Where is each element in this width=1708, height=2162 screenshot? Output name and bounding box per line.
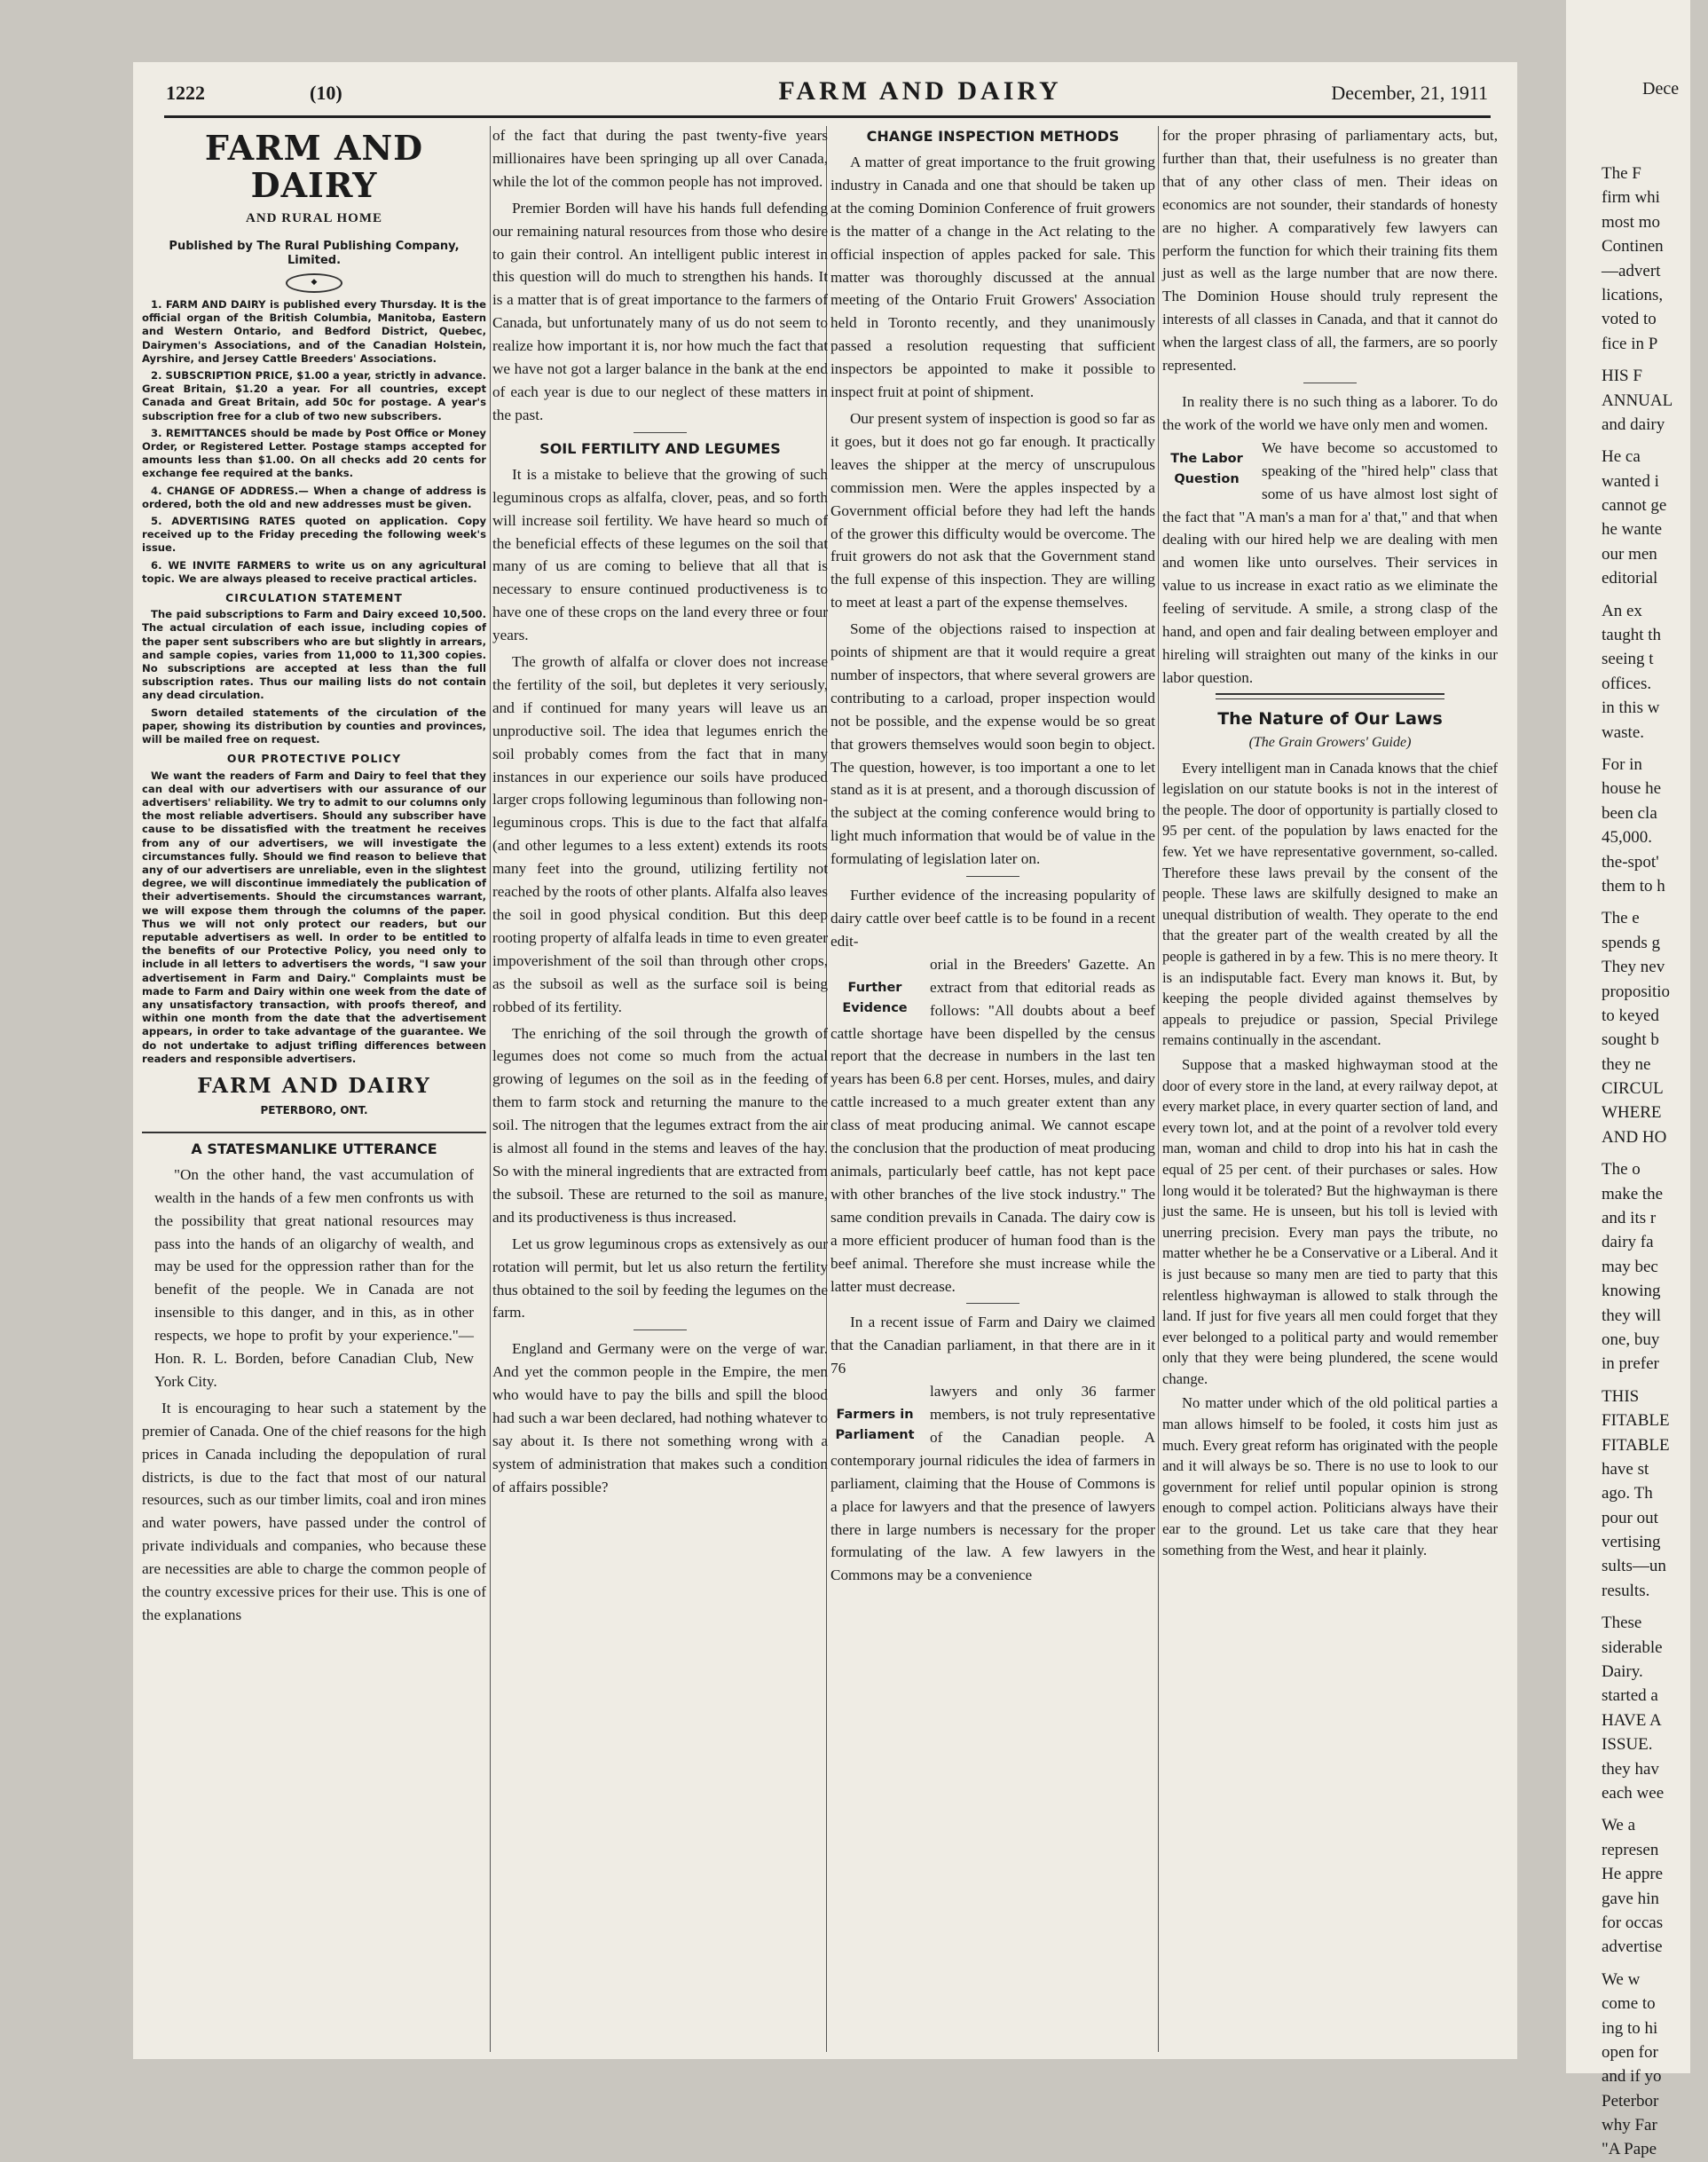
adjacent-page-line: The o bbox=[1602, 1160, 1641, 1180]
ornament-logo: ◆ bbox=[286, 273, 342, 293]
paragraph: No matter under which of the old political parties a man allows himself to be fooled, it costs him just as much. Every great reform has originated with the people and it will always be so. There is no use to look to our government for relief until popular opinion is strong enough to compel action. Politicians always have their ear to the ground. Let us take care that they hear something from the West, and hear it plainly. bbox=[1162, 1394, 1498, 1558]
adjacent-page-line: in this w bbox=[1602, 698, 1660, 718]
adjacent-page-line: seeing t bbox=[1602, 650, 1654, 669]
adjacent-page-line: the-spot' bbox=[1602, 852, 1659, 872]
inspection-heading: CHANGE INSPECTION METHODS bbox=[866, 128, 1120, 145]
publisher-line: Published by The Rural Publishing Company, Limited. bbox=[169, 240, 460, 267]
divider bbox=[966, 876, 1019, 877]
paragraph: for the proper phrasing of parliamentary acts, but, further than that, their usefulness is no greater than that of any other class of men. Their ideas on economics are not sounder, their standards of honesty are no higher. A comparatively few lawyers can perform the function for which their training fits them just as well as the large number that are now there. The Dominion House should truly represent the interests of all classes in Canada, and that it cannot do when the largest class of all, the farmers, are so poorly represented. bbox=[1162, 127, 1498, 375]
newspaper-page bbox=[133, 62, 1517, 2059]
adjacent-page-line: advertise bbox=[1602, 1937, 1663, 1957]
adjacent-page-line: dairy fa bbox=[1602, 1233, 1654, 1252]
adjacent-page-line: pour out bbox=[1602, 1508, 1658, 1527]
adjacent-page-line bbox=[1602, 745, 1708, 753]
adjacent-page-line: We w bbox=[1602, 1969, 1641, 1989]
adjacent-page-line: they ne bbox=[1602, 1054, 1651, 1074]
adjacent-page-line: He appre bbox=[1602, 1865, 1664, 1884]
adjacent-page-line: —advert bbox=[1602, 261, 1661, 280]
adjacent-page-line: he wante bbox=[1602, 520, 1663, 540]
adjacent-page-line: taught th bbox=[1602, 626, 1662, 645]
masthead: FARM AND DAIRY bbox=[778, 76, 1062, 106]
adjacent-page-line: THIS bbox=[1602, 1386, 1640, 1406]
notice-item: 1. FARM AND DAIRY is published every Thursday. It is the official organ of the British Columbia, Manitoba, Eastern and Western Ontario, and Bedford District, Quebec, Dairymen's Associations, and of the Canadian Holstein, Ayrshire, and Jersey Cattle Breeders' Associations. bbox=[142, 298, 486, 365]
paragraph: Every intelligent man in Canada knows that the chief legislation on our statute books is not in the interest of the people. The door of opportunity is partially closed to 95 per cent. of the population by laws enacted for the few. Yet we have representative government, so-called. Therefore these laws prevail by the consent of the people. These laws are skilfully designed to make an unequal distribution of wealth. They operate to the end that the greater part of the wealth created by all the people is gathered in by a few. This is no mere theory. It is an indisputable fact. Every man knows it. But, by keeping the people divided against themselves by appeals to prejudice or passion, Special Privilege remains continually in the ascendant. bbox=[1162, 759, 1498, 1049]
adjacent-page-line bbox=[1602, 1377, 1708, 1385]
paragraph: orial in the Breeders' Gazette. An extract from that editorial reads as follows: "All doubts about a beef cattle shortage have been dispelled by the census report that the decrease in numbers in the last ten years has been 6.8 per cent. Horses, mules, and dairy cattle increased to a much greater extent than any class of meat producing animal. We cannot escape the conclusion that the production of meat producing animals, particularly beef cattle, has not kept pace with other branches of the live stock industry." The same condition prevails in Canada. The dairy cow is a more efficient producer of human food than is the beef animal. Therefore she must increase while the latter must decrease. bbox=[830, 955, 1155, 1295]
laws-source: (The Grain Growers' Guide) bbox=[1248, 734, 1412, 750]
adjacent-page-line: come to bbox=[1602, 1994, 1656, 2014]
footer-place: PETERBORO, ONT. bbox=[260, 1103, 368, 1117]
adjacent-page-line bbox=[1602, 591, 1708, 599]
notice-item: 2. SUBSCRIPTION PRICE, $1.00 a year, strictly in advance. Great Britain, $1.20 a year. For all countries, except Canada and Great Britain, add 50c for postage. A year's subscription free for a club of two new subscribers. bbox=[142, 369, 486, 422]
column-2 bbox=[492, 124, 828, 2055]
adjacent-page-line: represen bbox=[1602, 1840, 1659, 1859]
column-divider bbox=[1158, 126, 1159, 2052]
adjacent-page-line: most mo bbox=[1602, 212, 1660, 232]
adjacent-page-line: fice in P bbox=[1602, 334, 1658, 353]
adjacent-page-line: knowing bbox=[1602, 1282, 1661, 1301]
soil-heading: SOIL FERTILITY AND LEGUMES bbox=[539, 439, 781, 457]
adjacent-page-line: FITABLE bbox=[1602, 1411, 1670, 1431]
side-heading-labor: The Labor Question bbox=[1170, 451, 1243, 486]
paragraph: In reality there is no such thing as a laborer. To do the work of the world we have only men and women. bbox=[1162, 392, 1498, 433]
adjacent-page-line: HIS F bbox=[1602, 367, 1642, 386]
adjacent-page-line: house he bbox=[1602, 779, 1662, 799]
adjacent-page-line: Dairy. bbox=[1602, 1662, 1643, 1682]
paragraph: Some of the objections raised to inspection at points of shipment are that it would require a great number of inspectors, that where several growers are contributing to a carload, proper inspection would not be possible, and the expense would be so great that growers themselves would soon begin to object. The question, however, is too important a one to let stand as it is at present, and a thorough discussion of the subject at the coming conference would bring to light much information that would be of value in the formulating of legislation later on. bbox=[830, 620, 1155, 868]
adjacent-page-line: our men bbox=[1602, 544, 1657, 564]
divider bbox=[966, 1303, 1019, 1304]
adjacent-page-line: and its r bbox=[1602, 1209, 1657, 1228]
column-divider bbox=[490, 126, 491, 2052]
adjacent-page-line: spends g bbox=[1602, 933, 1660, 952]
adjacent-page-line: offices. bbox=[1602, 674, 1652, 693]
adjacent-page-header: Dece bbox=[1642, 79, 1680, 99]
adjacent-page-line: vertising bbox=[1602, 1533, 1661, 1552]
adjacent-page-line: may bec bbox=[1602, 1257, 1658, 1276]
adjacent-page-edge bbox=[1566, 0, 1690, 2159]
double-rule bbox=[1216, 693, 1444, 699]
adjacent-page-line: and if yo bbox=[1602, 2067, 1662, 2087]
adjacent-page-line: each wee bbox=[1602, 1784, 1665, 1803]
column-4 bbox=[1162, 124, 1498, 2055]
adjacent-page-line: for occas bbox=[1602, 1913, 1664, 1932]
adjacent-page-line: to keyed bbox=[1602, 1006, 1659, 1025]
adjacent-page-line: Peterbor bbox=[1602, 2091, 1659, 2111]
statesman-text: It is encouraging to hear such a statement by the premier of Canada. One of the chief reasons for the high prices in Canada including the depopulation of rural districts, is due to the fact that most of our natural resources, such as our timber limits, coal and iron mines and water powers, have passed under the control of private individuals and companies, who because these are necessities are able to charge the common people of the country excessive prices for their use. This is one of the explanations bbox=[142, 1399, 487, 1623]
adjacent-page-lines bbox=[1602, 162, 1708, 2162]
notice-list bbox=[142, 298, 486, 1066]
adjacent-page-line: wanted i bbox=[1602, 471, 1659, 491]
adjacent-page-line: results. bbox=[1602, 1581, 1650, 1600]
side-heading-farmers: Farmers in Parliament bbox=[835, 1408, 915, 1443]
paragraph: The growth of alfalfa or clover does not increase the fertility of the soil, but depletes it very seriously, and if continued for many years will leave us an unproductive soil. The idea that legumes enrich the soil probably comes from the fact that in many instances in our experience our soils have produced larger crops following leguminous than following non-leguminous crops. This is due to the fact that alfalfa (and other legumes to a less extent) extends its roots many feet into the ground, utilizing fertility not reached by the roots of other plants. Alfalfa also leaves the soil in good physical condition. But this deep rooting property of alfalfa leads in time to even greater impoverishment of the soil than through other crops, as the subsoil as well as the surface soil is being robbed of its fertility. bbox=[492, 653, 828, 1015]
adjacent-page-line: gave hin bbox=[1602, 1889, 1659, 1908]
adjacent-page-line: We a bbox=[1602, 1816, 1636, 1835]
adjacent-page-line: cannot ge bbox=[1602, 496, 1667, 516]
column-1 bbox=[142, 124, 486, 2055]
column-3 bbox=[830, 124, 1155, 2055]
divider bbox=[634, 432, 687, 433]
adjacent-page-line: in prefer bbox=[1602, 1354, 1659, 1374]
adjacent-page-line: "A Pape bbox=[1602, 2140, 1657, 2159]
adjacent-page-line: For in bbox=[1602, 754, 1642, 774]
notice-item: 6. WE INVITE FARMERS to write us on any agricultural topic. We are always pleased to receive practical articles. bbox=[142, 558, 486, 585]
adjacent-page-line bbox=[1602, 1149, 1708, 1157]
adjacent-page-line: He ca bbox=[1602, 447, 1641, 467]
adjacent-page-line: 45,000. bbox=[1602, 828, 1652, 848]
paragraph: Let us grow leguminous crops as extensively as our rotation will permit, but let us also return the fertility thus obtained to the soil by feeding the legumes on the farm. bbox=[492, 1235, 828, 1322]
paragraph: Our present system of inspection is good so far as it goes, but it does not go far enough. It practically leaves the shipper at the mercy of unscrupulous commission men. Were the apples inspected by a Government official before they had left the hands of the grower this difficulty would be overcome. The fruit growers do not ask that the Government stand the full expense of this inspection. They are willing to meet at least a part of the expense themselves. bbox=[830, 409, 1155, 612]
adjacent-page-line: The F bbox=[1602, 164, 1641, 183]
adjacent-page-line: firm whi bbox=[1602, 188, 1660, 208]
adjacent-page-line: they hav bbox=[1602, 1759, 1659, 1779]
notice-item: 3. REMITTANCES should be made by Post Office or Money Order, or Registered Letter. Postage stamps accepted for amounts less than $1.00. On all checks add 20 cents for exchange fee required at the banks. bbox=[142, 426, 486, 480]
adjacent-page-line: been cla bbox=[1602, 803, 1657, 823]
circulation-text: The paid subscriptions to Farm and Dairy exceed 10,500. The actual circulation of each issue, including copies of the paper sent subscribers who are but slightly in arrears, and sample copies, varies from 11,000 to 11,300 copies. No subscriptions are accepted at less than the full subscription rates. Thus our mailing lists do not contain any dead circulation. bbox=[142, 608, 486, 702]
adjacent-page-line: sults—un bbox=[1602, 1557, 1666, 1576]
adjacent-page-line: CIRCUL bbox=[1602, 1079, 1664, 1099]
adjacent-page-line: them to h bbox=[1602, 876, 1665, 896]
adjacent-page-line: waste. bbox=[1602, 722, 1645, 742]
paragraph: England and Germany were on the verge of war. And yet the common people in the Empire, the men who would have to pay the bills and spill the blood had such a war been declared, had nothing whatever to say about it. Is there not something wrong with a system of administration that makes such a condition of affairs possible? bbox=[492, 1340, 828, 1495]
page-number: 1222 bbox=[166, 82, 205, 104]
adjacent-page-line bbox=[1602, 437, 1708, 445]
adjacent-page-line: ANNUAL bbox=[1602, 391, 1673, 410]
page-number-alt: (10) bbox=[310, 82, 342, 104]
adjacent-page-line: sought b bbox=[1602, 1030, 1659, 1050]
policy-heading: OUR PROTECTIVE POLICY bbox=[226, 752, 402, 766]
paragraph: lawyers and only 36 farmer members, is not truly representative of the Canadian people. A contemporary journal ridicules the idea of farmers in parliament, claiming that the House of Commons is a place for lawyers and that the presence of lawyers there in large numbers is necessary for the proper formulating of the law. A few lawyers in the Commons may be a convenience bbox=[830, 1383, 1155, 1584]
header-rule bbox=[164, 115, 1491, 118]
paragraph: We have become so accustomed to speaking of the "hired help" class that some of us have almost lost sight of the fact that "A man's a man for a' that," and that when dealing with our hired help we are dealing with men and women like unto ourselves. Their services in value to us increase in exact ratio as we eliminate the feeling of servitude. A smile, a strong clasp of the hand, and open and fair dealing between employer and hireling will straighten out many of the kinks in our labor question. bbox=[1162, 438, 1498, 686]
adjacent-page-line: FITABLE bbox=[1602, 1435, 1670, 1455]
paper-title: FARM AND DAIRY bbox=[204, 128, 424, 205]
circulation-text-2: Sworn detailed statements of the circulation of the paper, showing its distribution by counties and provinces, will be mailed free on request. bbox=[142, 706, 486, 746]
laws-heading: The Nature of Our Laws bbox=[1217, 708, 1443, 729]
adjacent-page-line: they will bbox=[1602, 1306, 1662, 1325]
adjacent-page-line: HAVE A bbox=[1602, 1710, 1662, 1730]
adjacent-page-line: lications, bbox=[1602, 285, 1664, 304]
paragraph: A matter of great importance to the fruit growing industry in Canada and one that should be taken up at the coming Dominion Conference of fruit growers is the matter of a change in the Act relating to the official inspection of apples packed for sale. This matter was thoroughly discussed at the annual meeting of the Ontario Fruit Growers' Association held in Toronto recently, and they unanimously passed a resolution requesting that sufficient inspectors be appointed to make it possible to inspect fruit at point of shipment. bbox=[830, 154, 1155, 401]
adjacent-page-line: ISSUE. bbox=[1602, 1735, 1653, 1755]
adjacent-page-line: ing to hi bbox=[1602, 2018, 1658, 2038]
adjacent-page-line bbox=[1602, 1805, 1708, 1813]
adjacent-page-line: These bbox=[1602, 1614, 1642, 1633]
adjacent-page-line: AND HO bbox=[1602, 1127, 1667, 1147]
adjacent-page-line: An ex bbox=[1602, 601, 1642, 620]
laws-article bbox=[1162, 758, 1498, 1561]
statesman-heading: A STATESMANLIKE UTTERANCE bbox=[191, 1140, 437, 1157]
footer-title: FARM AND DAIRY bbox=[197, 1073, 431, 1098]
adjacent-page-line: why Far bbox=[1602, 2116, 1657, 2135]
adjacent-page-line: editorial bbox=[1602, 569, 1658, 588]
adjacent-page-line: one, buy bbox=[1602, 1330, 1660, 1349]
adjacent-page-line: ago. Th bbox=[1602, 1484, 1653, 1503]
paragraph: It is a mistake to believe that the growing of such leguminous crops as alfalfa, clover, peas, and so forth will increase soil fertility. We have heard so much of the beneficial effects of these legumes on the soil that many of us are coming to believe that all that is necessary to ensure continued productiveness is to have one of these crops on the land every three or four years. bbox=[492, 465, 828, 644]
side-heading-evidence: Further Evidence bbox=[842, 980, 908, 1015]
adjacent-page-line: have st bbox=[1602, 1459, 1649, 1479]
adjacent-page-line: and dairy bbox=[1602, 414, 1665, 434]
adjacent-page-line: make the bbox=[1602, 1184, 1664, 1203]
adjacent-page-line: open for bbox=[1602, 2042, 1658, 2062]
page-header bbox=[166, 76, 1488, 112]
adjacent-page-line bbox=[1602, 1603, 1708, 1611]
paper-subtitle: AND RURAL HOME bbox=[245, 211, 382, 225]
adjacent-page-line bbox=[1602, 898, 1708, 906]
notice-item: 5. ADVERTISING RATES quoted on application. Copy received up to the Friday preceding the following week's issue. bbox=[142, 515, 486, 555]
paragraph: Suppose that a masked highwayman stood at the door of every store in the land, at every railway depot, at every market place, in every quarter section of land, and every town lot, and at the point of a revolver told every man, woman and child to drop into his hat in cash the equal of 25 per cent. of their purchases or sales. How long would it be tolerated? But the highwayman is there just the same. He is unseen, but his toll is levied with unerring precision. Every man pays the tribute, no matter whether he be a Conservative or a Liberal. And it is just because so many men are tied to party that this relentless highwayman is allowed to stalk through the land. If just for five years all men could forget that they ever belonged to a political party and would remember only that they were being plundered, the scene would change. bbox=[1162, 1055, 1498, 1387]
adjacent-page-line: started a bbox=[1602, 1686, 1658, 1706]
adjacent-page-line: voted to bbox=[1602, 310, 1657, 329]
adjacent-page-line: propositio bbox=[1602, 982, 1671, 1001]
paragraph: of the fact that during the past twenty-five years millionaires have been springing up all over Canada, while the lot of the common people has not improved. bbox=[492, 127, 828, 190]
paragraph: In a recent issue of Farm and Dairy we claimed that the Canadian parliament, in that there are in it 76 bbox=[830, 1314, 1155, 1377]
adjacent-page-line bbox=[1602, 1960, 1708, 1968]
adjacent-page-line bbox=[1602, 356, 1708, 364]
policy-text: We want the readers of Farm and Dairy to feel that they can deal with our advertisers with our assurance of our advertisers' reliability. We try to admit to our columns only the most reliable advertisers. Should any subscriber have cause to be dissatisfied with the treatment he receives from any of our advertisers, we will investigate the circumstances fully. Should we find reason to believe that any of our advertisers are unreliable, even in the slightest degree, we will discontinue immediately the publication of their advertisements. Should the circumstances warrant, we will expose them through the columns of the paper. Thus we will not only protect our readers, but our reputable advertisers as well. In order to be entitled to the benefits of our Protective Policy, you need only to include in all letters to advertisers the words, "I saw your advertisement in Farm and Dairy." Complaints must be made to Farm and Dairy within one week from the date of any unsatisfactory transaction, with proofs thereof, and within one month from the date that the advertisement appears, in order to take advantage of the guarantee. We do not undertake to adjust trifling differences between readers and responsible advertisers. bbox=[142, 769, 486, 1065]
paragraph: Further evidence of the increasing popularity of dairy cattle over beef cattle is to be found in a recent edit- bbox=[830, 887, 1155, 950]
notice-item: 4. CHANGE OF ADDRESS.— When a change of address is ordered, both the old and new addresses must be given. bbox=[142, 484, 486, 510]
paragraph: Premier Borden will have his hands full defending our remaining natural resources from those who desire to gain their control. An intelligent public interest in this question will do much to strengthen his hands. It is a matter that is of great importance to the farmers of Canada, but unfortunately many of us do not seem to realize how important it is, nor how much the fact that we have not got a larger balance in the bank at the end of each year is due to our neglect of these matters in the past. bbox=[492, 199, 828, 423]
paragraph: The enriching of the soil through the growth of legumes does not come so much from the actual growing of legumes on the soil as in the feeding of them to farm stock and returning the manure to the soil. The nitrogen that the legumes extract from the air is almost all found in the stems and leaves of the hay. So with the mineral ingredients that are extracted from the subsoil. These are returned to the soil as manure, and its productiveness is thus increased. bbox=[492, 1024, 828, 1226]
adjacent-page-line: WHERE bbox=[1602, 1103, 1662, 1123]
circulation-heading: CIRCULATION STATEMENT bbox=[225, 591, 403, 605]
adjacent-page-line: The e bbox=[1602, 909, 1640, 928]
adjacent-page-line: siderable bbox=[1602, 1637, 1663, 1657]
statesman-quote: "On the other hand, the vast accumulation of wealth in the hands of a few men confronts us with the possibility that great national resources may pass into the hands of an oligarchy of wealth, and may be used for the oppression rather than for the benefit of the people. We in Canada are not insensible to this danger, and in this, as in other respects, we hope to profit by your experience."—Hon. R. L. Borden, before Canadian Club, New York City. bbox=[154, 1165, 474, 1390]
adjacent-page-line: They nev bbox=[1602, 958, 1665, 977]
adjacent-page-line: Continen bbox=[1602, 237, 1664, 256]
section-rule bbox=[142, 1132, 486, 1133]
issue-date: December, 21, 1911 bbox=[1331, 82, 1488, 104]
